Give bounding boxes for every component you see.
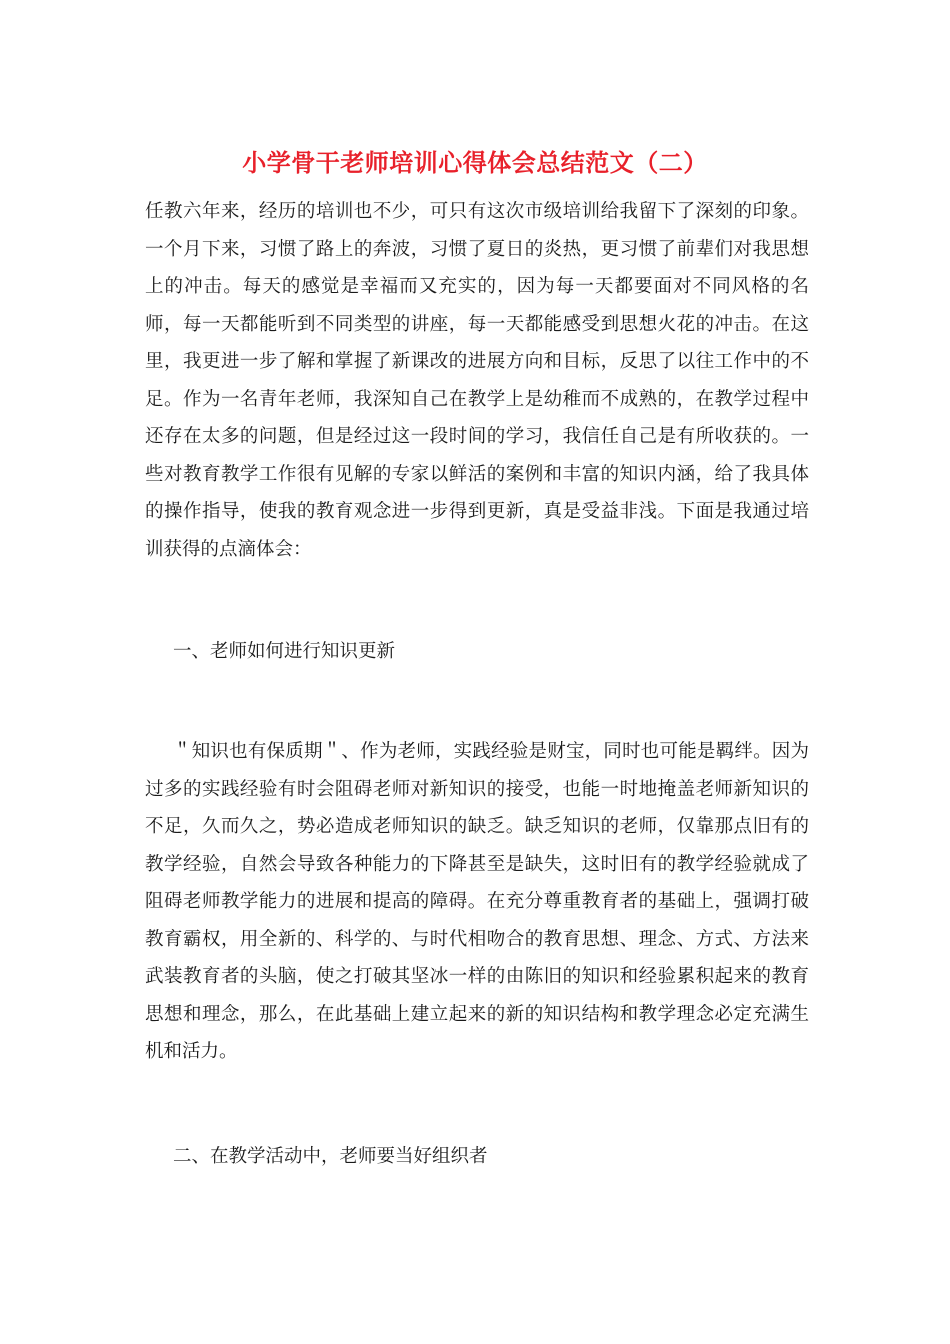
intro-paragraph: 任教六年来，经历的培训也不少，可只有这次市级培训给我留下了深刻的印象。一个月下来，习惯了路上的奔波，习惯了夏日的炎热，更习惯了前辈们对我思想上的冲击。每天的感觉是幸福而又充实的，因为每一天都要面对不同风格的名师，每一天都能听到不同类型的讲座，每一天都能感受到思想火花的冲击。在这里，我更进一步了解和掌握了新课改的进展方向和目标，反思了以往工作中的不足。作为一名青年老师，我深知自己在教学上是幼稚而不成熟的，在教学过程中还存在太多的问题，但是经过这一段时间的学习，我信任自己是有所收获的。一些对教育教学工作很有见解的专家以鲜活的案例和丰富的知识内涵，给了我具体的操作指导，使我的教育观念进一步得到更新，真是受益非浅。下面是我通过培训获得的点滴体会： (145, 201, 809, 560)
section-heading-1: 一、老师如何进行知识更新 (173, 641, 396, 662)
document-title: 小学骨干老师培训心得体会总结范文（二） (242, 148, 708, 177)
section-heading-2: 二、在教学活动中，老师要当好组织者 (173, 1146, 488, 1167)
section-1-paragraph: ＂知识也有保质期＂、作为老师，实践经验是财宝，同时也可能是羁绊。因为过多的实践经验有时会阻碍老师对新知识的接受，也能一时地掩盖老师新知识的不足，久而久之，势必造成老师知识的缺乏。缺乏知识的老师，仅靠那点旧有的教学经验，自然会导致各种能力的下降甚至是缺失，这时旧有的教学经验就成了阻碍老师教学能力的进展和提高的障碍。在充分尊重教育者的基础上，强调打破教育霸权，用全新的、科学的、与时代相吻合的教育思想、理念、方式、方法来武装教育者的头脑，使之打破其坚冰一样的由陈旧的知识和经验累积起来的教育思想和理念，那么，在此基础上建立起来的新的知识结构和教学理念必定充满生机和活力。 (145, 741, 809, 1062)
